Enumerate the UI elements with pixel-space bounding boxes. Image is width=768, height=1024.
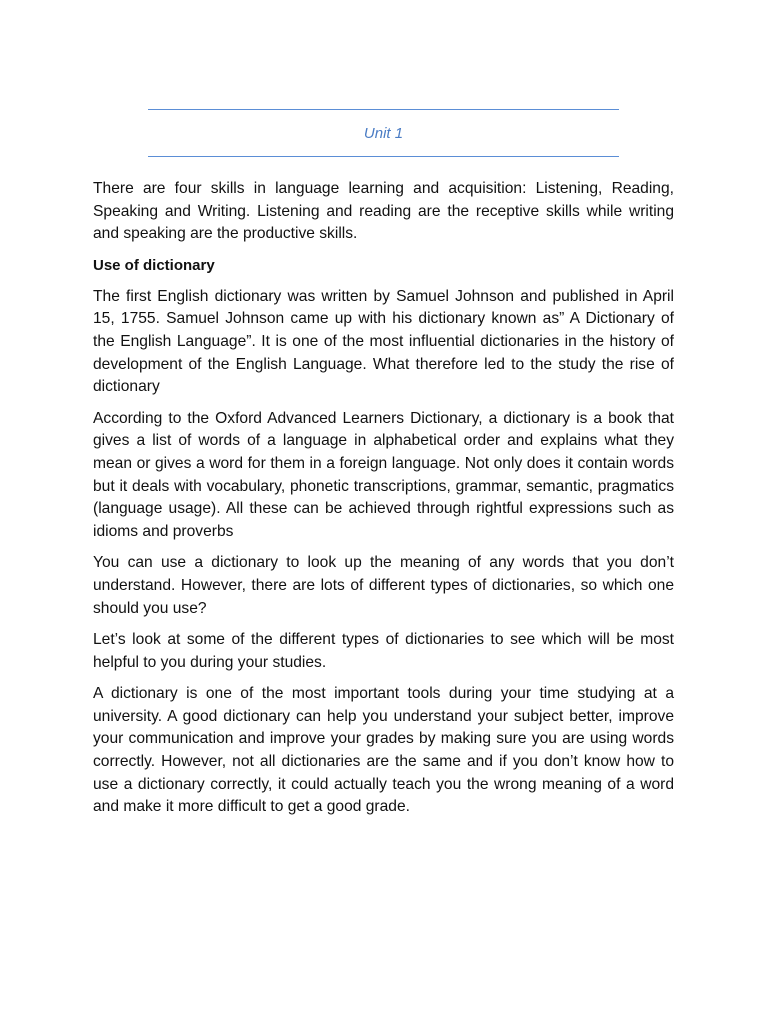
document-body (93, 178, 674, 828)
unit-header (148, 109, 619, 157)
paragraph-definition: According to the Oxford Advanced Learners Dictionary, a dictionary is a book that gives a list of words of a language in alphabetical order and explains what they mean or gives a word for them in a foreign language. Not only does it contain words but it deals with vocabulary, phonetic transcriptions, grammar, semantic, pragmatics (language usage). All these can be achieved through rightful expressions such as idioms and proverbs (93, 409, 674, 540)
paragraph-intro: There are four skills in language learning and acquisition: Listening, Reading, Speaking and Writing. Listening and reading are the receptive skills while writing and speaking are the productive skills. (93, 180, 674, 243)
paragraph-usage: You can use a dictionary to look up the meaning of any words that you don’t understand. However, there are lots of different types of dictionaries, so which one should you use? (93, 554, 674, 617)
paragraph-history: The first English dictionary was written by Samuel Johnson and published in April 15, 1755. Samuel Johnson came up with his dictionary known as” A Dictionary of the English Language”. It is one of the most influential dictionaries in the history of development of the English Language. What therefore led to the study the rise of dictionary (93, 287, 674, 396)
paragraph-types: Let’s look at some of the different types of dictionaries to see which will be most helpful to you during your studies. (93, 631, 674, 671)
paragraph-importance: A dictionary is one of the most important tools during your time studying at a university. A good dictionary can help you understand your subject better, improve your communication and improve your grades by making sure you are using words correctly. However, not all dictionaries are the same and if you don’t know how to use a dictionary correctly, it could actually teach you the wrong meaning of a word and make it more difficult to get a good grade. (93, 685, 674, 816)
unit-title: Unit 1 (363, 124, 404, 142)
section-heading: Use of dictionary (93, 256, 215, 274)
